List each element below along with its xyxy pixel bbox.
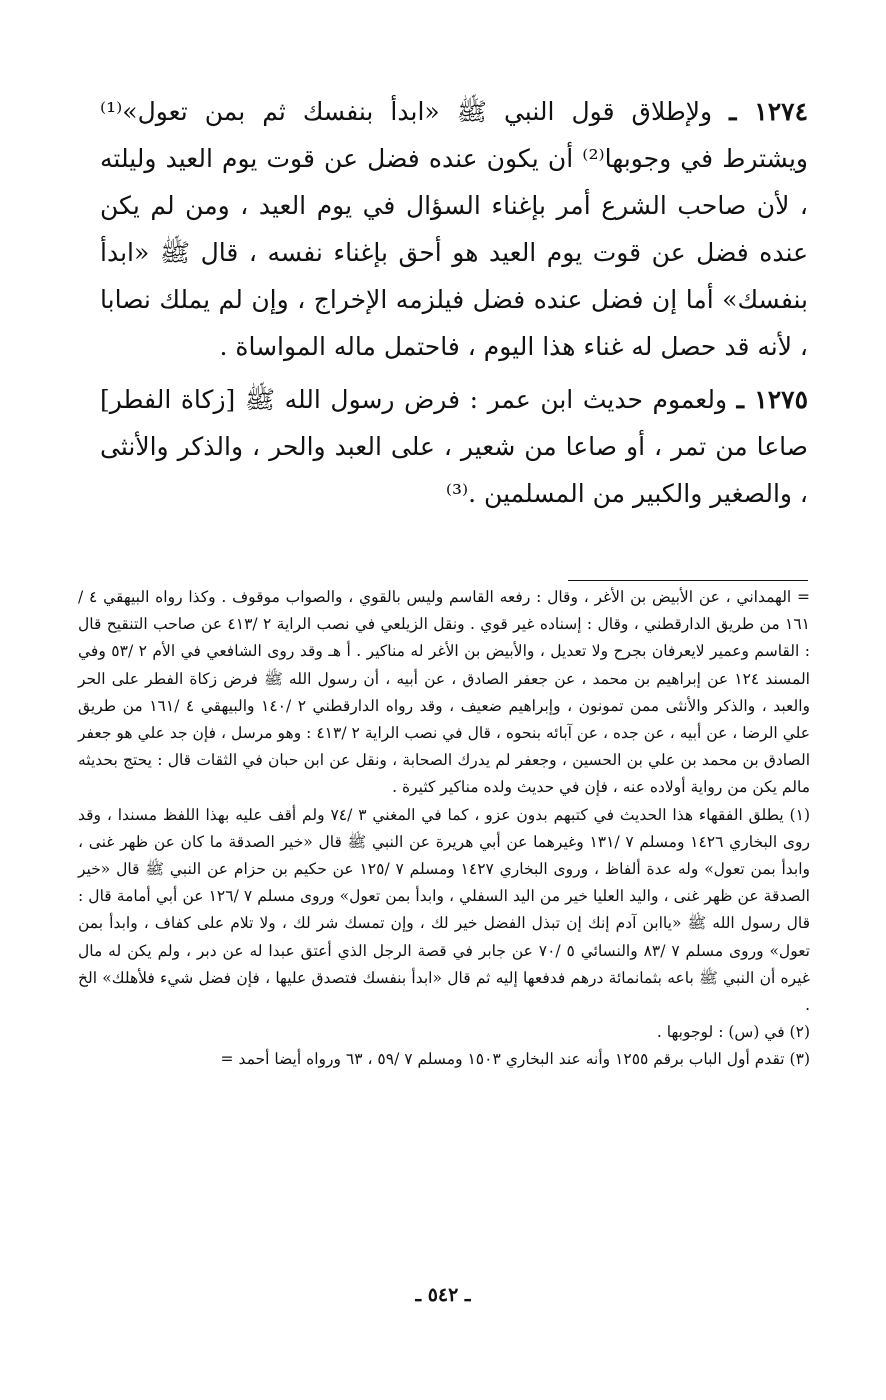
paragraph-number: ١٢٧٤ ـ bbox=[729, 97, 808, 126]
paragraph-body: ولإطلاق قول النبي ﷺ «ابدأ بنفسك ثم بمن تعول»⁽¹⁾ ويشترط في وجوبها⁽²⁾ أن يكون عنده فضل عن قوت يوم العيد وليلته ، لأن صاحب الشرع أمر بإغناء السؤال في يوم العيد ، ومن لم يكن عنده فضل عن قوت يوم العيد هو أحق بإغناء نفسه ، قال ﷺ «ابدأ بنفسك» أما إن فضل عنده فضل فيلزمه الإخراج ، وإن لم يملك نصابا ، لأنه قد حصل له غناء هذا اليوم ، فاحتمل ماله المواساة . bbox=[100, 97, 809, 361]
paragraph-number: ١٢٧٥ ـ bbox=[736, 385, 809, 414]
paragraph-1275 bbox=[100, 376, 808, 517]
paragraph-body: ولعموم حديث ابن عمر : فرض رسول الله ﷺ [زكاة الفطر] صاعا من تمر ، أو صاعا من شعير ، على العبد والحر ، والذكر والأنثى ، والصغير والكبير من المسلمين .⁽³⁾ bbox=[100, 385, 808, 508]
footnote-2: (٢) في (س) : لوجوبها . bbox=[656, 1023, 810, 1042]
main-text bbox=[100, 88, 808, 523]
page-number: ـ ٥٤٢ ـ bbox=[415, 1284, 471, 1306]
footnote-divider bbox=[568, 580, 808, 581]
footnote-3: (٣) تقدم أول الباب برقم ١٢٥٥ وأنه عند البخاري ١٥٠٣ ومسلم ٧ /٥٩ ، ٦٣ ورواه أيضا أحمد = bbox=[220, 1050, 810, 1069]
footnote-continuation: = الهمداني ، عن الأبيض بن الأغر ، وقال : رفعه القاسم وليس بالقوي ، والصواب موقوف . وكذا رواه البيهقي ٤ /١٦١ من طريق الدارقطني ، وقال : إسناده غير قوي . ونقل الزيلعي في نصب الراية ٢ /٤١٣ عن صاحب التنقيح قال : القاسم وعمير لايعرفان بجرح ولا تعديل ، والأبيض بن الأغر له مناكير . أ هـ وقد روى الشافعي في الأم ٢ /٥٣ وفي المسند ١٢٤ عن إبراهيم بن محمد ، عن جعفر الصادق ، عن أبيه ، أن رسول الله ﷺ فرض زكاة الفطر على الحر والعبد ، والذكر والأنثى ممن تمونون ، وإبراهيم ضعيف ، وقد رواه الدارقطني ٢ /١٤٠ والبيهقي ٤ /١٦١ من طريق علي الرضا ، عن أبيه ، عن جده ، عن آبائه بنحوه ، قال في نصب الراية ٢ /٤١٣ : وهو مرسل ، فإن جد علي هو جعفر الصادق بن محمد بن علي بن الحسين ، وجعفر لم يدرك الصحابة ، ونقل عن ابن حبان في الثقات قال : يحتج بحديثه مالم يكن من رواية أولاده عنه ، فإن في حديث ولده مناكير كثيرة . bbox=[78, 588, 810, 797]
footnote-1: (١) يطلق الفقهاء هذا الحديث في كتبهم بدون عزو ، كما في المغني ٣ /٧٤ ولم أقف عليه بهذا اللفظ مسندا ، وقد روى البخاري ١٤٢٦ ومسلم ٧ /١٣١ وغيرهما عن أبي هريرة عن النبي ﷺ قال «خير الصدقة ما كان عن ظهر غنى ، وابدأ بمن تعول» وله عدة ألفاظ ، وروى البخاري ١٤٢٧ ومسلم ٧ /١٢٥ عن حكيم بن حزام عن النبي ﷺ قال «خير الصدقة عن ظهر غنى ، واليد العليا خير من اليد السفلي ، وابدأ بمن تعول» وروى مسلم ٧ /١٢٦ عن أبي أمامة قال : قال رسول الله ﷺ «ياابن آدم إنك إن تبذل الفضل خير لك ، وإن تمسك شر لك ، ولا تلام على كفاف ، وابدأ بمن تعول» وروى مسلم ٧ /٨٣ والنسائي ٥ /٧٠ عن جابر في قصة الرجل الذي أعتق عبدا له عن دبر ، ولم يكن له مال غيره أن النبي ﷺ باعه بثمانمائة درهم فدفعها إليه ثم قال «ابدأ بنفسك فتصدق عليها ، فإن فضل شيء فلأهلك» الخ . bbox=[78, 805, 810, 1015]
footnotes bbox=[78, 584, 810, 1074]
paragraph-1274 bbox=[100, 88, 808, 370]
